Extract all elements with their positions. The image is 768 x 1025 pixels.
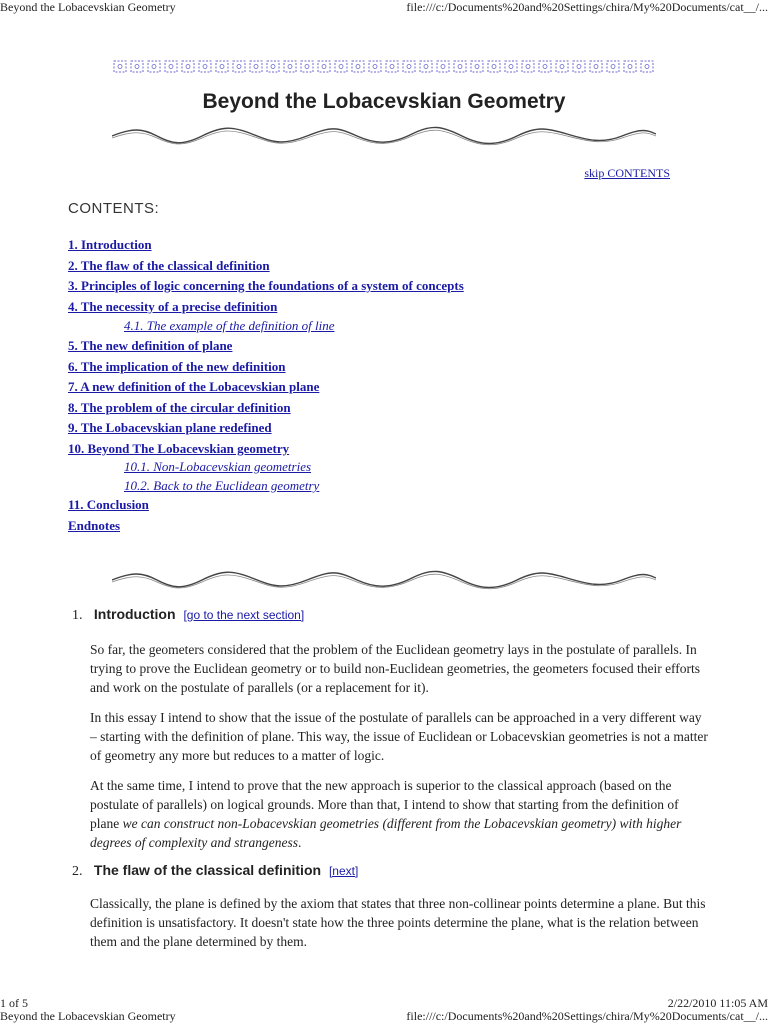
toc-link[interactable]: 9. The Lobacevskian plane redefined: [68, 420, 272, 435]
toc-item: [124, 458, 311, 476]
header-url: file:///c:/Documents%20and%20Settings/chira/My%20Documents/cat__/...: [406, 0, 768, 14]
ornament-border: [112, 58, 656, 76]
section-heading-introduction: [72, 606, 304, 624]
toc-item: [68, 257, 270, 275]
toc-item: [68, 358, 286, 376]
toc-item: [68, 236, 152, 254]
header-page-title: Beyond the Lobacevskian Geometry: [0, 1009, 176, 1023]
paragraph-text: At the same time, I intend to prove that the new approach is superior to the classical approach (based on the postulate of parallels) on logical grounds. More than that, I intend to show that starting from the definition of plane: [90, 778, 679, 831]
toc-link[interactable]: Endnotes: [68, 518, 121, 533]
toc-item: [68, 419, 272, 437]
toc-item: [68, 337, 232, 355]
toc-link[interactable]: 8. The problem of the circular definition: [68, 400, 291, 415]
toc-link[interactable]: 6. The implication of the new definition: [68, 359, 286, 374]
wave-divider-bottom: [112, 568, 656, 592]
print-datetime: 2/22/2010 11:05 AM: [667, 996, 768, 1010]
toc-item: [68, 378, 319, 396]
header-page-title: Beyond the Lobacevskian Geometry: [0, 0, 176, 14]
paragraph: So far, the geometers considered that the problem of the Euclidean geometry lays in the postulate of parallels. In trying to prove the Euclidean geometry or to build non-Euclidean geometries, the geometers focused their efforts and work on the postulate of parallels (or a replacement for it).: [90, 642, 701, 695]
toc-link[interactable]: 3. Principles of logic concerning the foundations of a system of concepts: [68, 278, 464, 293]
toc-link[interactable]: 4.1. The example of the definition of line: [124, 318, 335, 333]
paragraph: Classically, the plane is defined by the axiom that states that three non-collinear points determine a plane. But this definition is unsatisfactory. It doesn't state how the three points determine the plane, what is the relation between them and the plane determined by them.: [90, 896, 706, 949]
toc-item: [68, 517, 120, 535]
toc-link[interactable]: 7. A new definition of the Lobacevskian plane: [68, 379, 320, 394]
toc-item: [124, 477, 319, 495]
wave-divider-top: [112, 124, 656, 148]
paragraph: In this essay I intend to show that the issue of the postulate of parallels can be approached in a very different way – starting with the definition of plane. This way, the issue of Euclidean or Lobacevskian geometries is not a matter of geometry any more but reduces to a matter of logic.: [90, 710, 708, 763]
section-heading-flaw: [72, 862, 358, 880]
next-section-link[interactable]: [go to the next section]: [183, 608, 305, 622]
paragraph-text-end: .: [297, 835, 302, 850]
contents-heading: CONTENTS:: [68, 200, 160, 217]
toc-item: [124, 317, 335, 335]
toc-link[interactable]: 4. The necessity of a precise definition: [68, 299, 278, 314]
section-title: Introduction: [93, 606, 176, 622]
paragraph: [90, 776, 708, 852]
section-number: 1.: [72, 608, 83, 623]
toc-link[interactable]: 10. Beyond The Lobacevskian geometry: [68, 441, 290, 456]
header-url: file:///c:/Documents%20and%20Settings/chira/My%20Documents/cat__/...: [406, 1009, 768, 1023]
print-header-repeat: [0, 1009, 768, 1025]
toc-item: [68, 298, 277, 316]
section-title: The flaw of the classical definition: [93, 862, 322, 878]
toc-link[interactable]: 5. The new definition of plane: [68, 338, 233, 353]
toc-link[interactable]: 1. Introduction: [68, 237, 152, 252]
toc-link[interactable]: 10.1. Non-Lobacevskian geometries: [124, 459, 312, 474]
toc-link[interactable]: 10.2. Back to the Euclidean geometry: [124, 478, 320, 493]
section-number: 2.: [72, 864, 83, 879]
toc-link[interactable]: 2. The flaw of the classical definition: [68, 258, 270, 273]
page-title: Beyond the Lobacevskian Geometry: [202, 90, 566, 113]
page-count: 1 of 5: [0, 996, 28, 1010]
toc-item: [68, 440, 289, 458]
toc-link[interactable]: 11. Conclusion: [68, 497, 149, 512]
toc-item: [68, 496, 149, 514]
paragraph-emphasis: we can construct non-Lobacevskian geometries (different from the Lobacevskian geometry) with higher degrees of complexity and strangeness: [90, 816, 682, 850]
print-header: [0, 0, 768, 16]
skip-contents-link[interactable]: skip CONTENTS: [584, 166, 670, 180]
toc-item: [68, 399, 291, 417]
next-link[interactable]: [next]: [328, 864, 359, 878]
toc-item: [68, 277, 464, 295]
